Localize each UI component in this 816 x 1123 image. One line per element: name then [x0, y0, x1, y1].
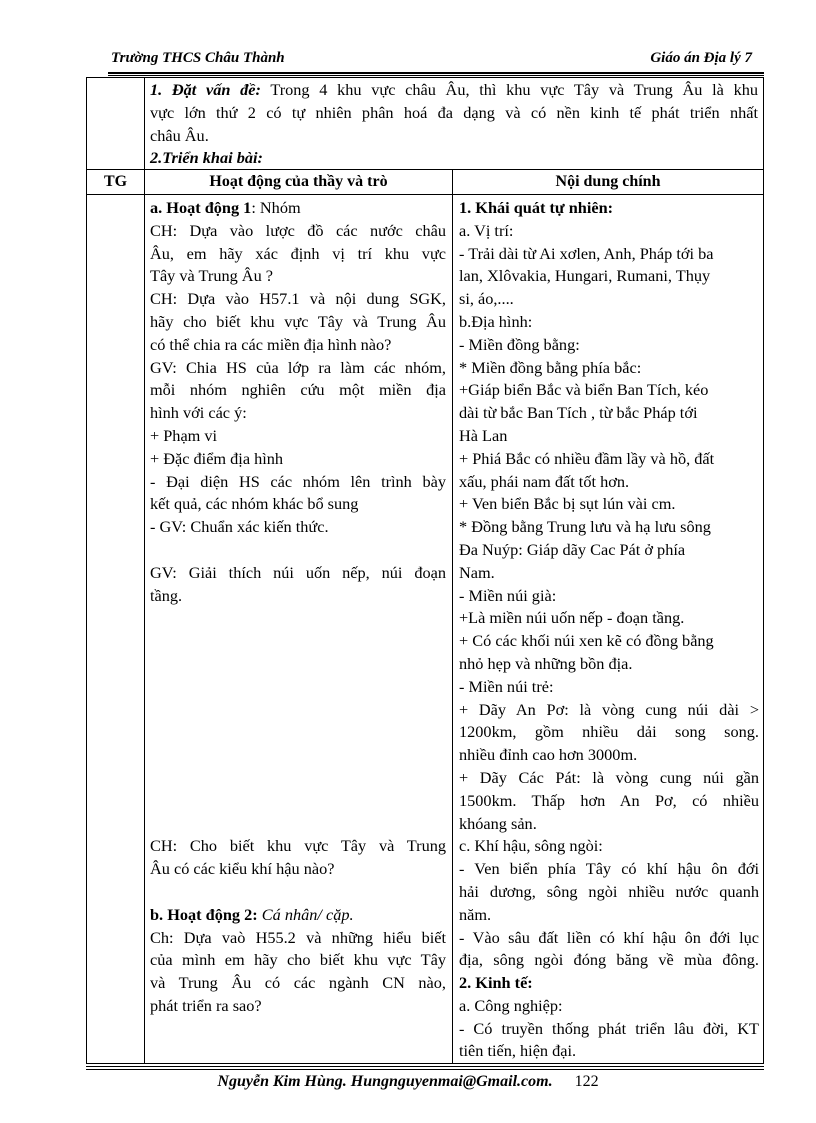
activity-line — [150, 562, 446, 585]
activity-line — [150, 448, 446, 471]
line-text: nhiều đỉnh cao hơn 3000m. — [459, 745, 638, 765]
line-text: - GV: Chuẩn xác kiến thức. — [150, 517, 329, 537]
blank-line — [150, 676, 446, 699]
content-line — [459, 334, 759, 357]
content-line — [459, 949, 759, 972]
line-text: châu Âu. — [150, 125, 209, 145]
content-line — [459, 585, 759, 608]
content-line — [459, 767, 759, 790]
content-line — [459, 1018, 759, 1041]
line-text: CH: Dựa vào H57.1 và nội dung SGK, — [150, 289, 446, 309]
line-text: c. Khí hậu, sông ngòi: — [459, 836, 603, 856]
content-line — [459, 676, 759, 699]
activity-line — [150, 265, 446, 288]
subject-title: Giáo án Địa lý 7 — [650, 50, 752, 66]
bold-label: 1. Khái quát tự nhiên: — [459, 198, 614, 217]
line-text: CH: Dựa vào lược đồ các nước châu — [150, 220, 446, 240]
activity-line — [150, 949, 446, 972]
author-contact: Nguyễn Kim Hùng. Hungnguyenmai@Gmail.com. — [217, 1073, 553, 1090]
header-rule-thin — [108, 75, 764, 76]
content-line — [459, 904, 759, 927]
line-text: - Có truyền thống phát triển lâu đời, KT — [459, 1018, 759, 1038]
bold-label: 2. Kinh tế: — [459, 973, 533, 993]
activity-line — [150, 379, 446, 402]
table-header-bottom-rule — [86, 194, 764, 195]
content-line — [459, 721, 759, 744]
line-text: + Đặc điểm địa hình — [150, 448, 284, 468]
line-text: - Miền đồng bằng: — [459, 334, 580, 354]
activity-line — [150, 585, 446, 608]
activity-line — [150, 972, 446, 995]
activity-line — [150, 311, 446, 334]
line-text: : Nhóm — [251, 198, 301, 217]
content-line — [459, 220, 759, 243]
line-text: Nam. — [459, 562, 495, 582]
activity-line — [150, 835, 446, 858]
line-text: tiên tiến, hiện đại. — [459, 1041, 577, 1061]
activity-line — [150, 402, 446, 425]
line-text: có thể chia ra các miền địa hình nào? — [150, 334, 392, 354]
content-line — [459, 562, 759, 585]
column-header-tg: TG — [103, 173, 128, 190]
activity-line — [150, 425, 446, 448]
line-text: - Đại diện HS các nhóm lên trình bày — [150, 471, 446, 491]
line-text: * Đồng bằng Trung lưu và hạ lưu sông — [459, 517, 711, 537]
content-line — [459, 790, 759, 813]
line-text: Âu, em hãy xác định vị trí khu vực — [150, 243, 446, 263]
line-text: +Là miền núi uốn nếp - đoạn tầng. — [459, 608, 685, 628]
bold-label: a. Hoạt động 1 — [150, 198, 252, 217]
blank-line — [150, 539, 446, 562]
activity-line — [150, 220, 446, 243]
content-line — [459, 881, 759, 904]
line-text: - Miền núi trẻ: — [459, 676, 554, 696]
blank-line — [150, 813, 446, 836]
line-text: kết quả, các nhóm khác bổ sung — [150, 494, 359, 514]
line-text: và Trung Âu có các ngành CN nào, — [150, 973, 446, 993]
page-header — [108, 49, 760, 71]
line-text: CH: Cho biết khu vực Tây và Trung — [150, 836, 446, 856]
blank-line — [150, 607, 446, 630]
content-line — [459, 995, 759, 1018]
line-text: a. Công nghiệp: — [459, 995, 563, 1015]
line-text: Ch: Dựa vaò H55.2 và những hiểu biết — [150, 927, 446, 947]
content-line — [459, 493, 759, 516]
line-text: + Phạm vi — [150, 425, 218, 445]
line-text: Hà Lan — [459, 425, 508, 445]
line-text: dài từ bắc Ban Tích , từ bắc Pháp tới — [459, 403, 698, 423]
bold-label: b. Hoạt động 2: — [150, 904, 258, 924]
line-text: + Có các khối núi xen kẽ có đồng bằng — [459, 631, 714, 651]
activity-line — [150, 357, 446, 380]
content-line — [459, 448, 759, 471]
column-header-content: Nội dung chính — [555, 173, 661, 190]
line-text: 1500km. Thấp hơn An Pơ, có nhiều — [459, 790, 759, 810]
line-text: năm. — [459, 904, 492, 924]
main-content — [459, 197, 759, 1063]
section-label: 2.Triển khai bài: — [150, 148, 263, 168]
line-text: + Phiá Bắc có nhiều đầm lầy và hồ, đất — [459, 448, 715, 468]
line-text: - Vào sâu đất liền có khí hậu ôn đới lục — [459, 927, 759, 947]
footer-rule-thin — [86, 1069, 764, 1070]
page-number: 122 — [574, 1073, 599, 1090]
content-line — [459, 471, 759, 494]
line-text: GV: Giải thích núi uốn nếp, núi đoạn — [150, 562, 446, 582]
line-text: - Trải dài từ Ai xơlen, Anh, Pháp tới ba — [459, 243, 714, 263]
table-col-divider-tg — [144, 77, 145, 1064]
line-text: + Ven biển Bắc bị sụt lún vài cm. — [459, 494, 676, 514]
footer-rule — [86, 1066, 764, 1067]
line-text: xấu, phái nam đất tốt hơn. — [459, 471, 630, 491]
lesson-intro — [150, 79, 758, 170]
activity-line — [150, 471, 446, 494]
activity-line — [150, 904, 446, 927]
content-line — [459, 516, 759, 539]
line-text: khóang sản. — [459, 813, 537, 833]
activity-line — [150, 927, 446, 950]
content-line — [459, 197, 759, 220]
content-line — [459, 927, 759, 950]
line-text: Âu có các kiểu khí hậu nào? — [150, 859, 335, 879]
content-line — [459, 539, 759, 562]
line-text: Trong 4 khu vực châu Âu, thì khu vực Tây và Trung Âu là khu — [260, 80, 758, 99]
content-line — [459, 311, 759, 334]
line-text: * Miền đồng bằng phía bắc: — [459, 357, 642, 377]
activity-line — [150, 516, 446, 539]
line-text: lan, Xlôvakia, Hungari, Rumani, Thụy — [459, 266, 711, 286]
content-line — [459, 835, 759, 858]
header-rule — [108, 72, 764, 74]
line-text: vực lớn thứ 2 có tự nhiên phân hoá đa dạng và có nền kinh tế phát triển nhất — [150, 102, 758, 122]
line-text: địa, sông ngòi đóng băng về mùa đông. — [459, 950, 759, 970]
intro-line — [150, 79, 758, 102]
intro-line — [150, 147, 758, 170]
line-text: 1200km, gồm nhiều dải song song. — [459, 722, 759, 742]
content-line — [459, 1040, 759, 1063]
content-line — [459, 607, 759, 630]
activity-line — [150, 243, 446, 266]
blank-line — [150, 653, 446, 676]
line-text: mỗi nhóm nghiên cứu một miền địa — [150, 380, 446, 400]
content-line — [459, 699, 759, 722]
content-line — [459, 425, 759, 448]
content-line — [459, 357, 759, 380]
content-line — [459, 813, 759, 836]
activity-line — [150, 288, 446, 311]
section-label: 1. Đặt vấn đề: — [150, 80, 261, 99]
school-name: Trường THCS Châu Thành — [111, 50, 285, 66]
column-header-activities: Hoạt động của thầy và trò — [209, 173, 388, 190]
italic-text: Cá nhân/ cặp. — [257, 904, 354, 924]
table-col-divider-content — [452, 169, 453, 1064]
content-line — [459, 744, 759, 767]
line-text: Tây và Trung Âu ? — [150, 266, 274, 286]
line-text: của mình em hãy cho biết khu vực Tây — [150, 950, 446, 970]
blank-line — [150, 767, 446, 790]
content-line — [459, 653, 759, 676]
blank-line — [150, 790, 446, 813]
line-text: - Miền núi già: — [459, 585, 557, 605]
intro-line — [150, 102, 758, 125]
blank-line — [150, 721, 446, 744]
line-text: hình với các ý: — [150, 403, 247, 423]
line-text: b.Địa hình: — [459, 311, 533, 331]
line-text: nhỏ hẹp và những bồn địa. — [459, 653, 633, 673]
content-line — [459, 972, 759, 995]
line-text: - Ven biển phía Tây có khí hậu ôn đới — [459, 859, 759, 879]
intro-line — [150, 125, 758, 148]
activity-line — [150, 197, 446, 220]
activity-line — [150, 995, 446, 1018]
content-line — [459, 243, 759, 266]
activity-line — [150, 334, 446, 357]
content-line — [459, 379, 759, 402]
line-text: tầng. — [150, 585, 183, 605]
blank-line — [150, 699, 446, 722]
line-text: a. Vị trí: — [459, 220, 514, 240]
line-text: +Giáp biển Bắc và biển Ban Tích, kéo — [459, 380, 709, 400]
activity-line — [150, 493, 446, 516]
line-text: GV: Chia HS của lớp ra làm các nhóm, — [150, 357, 446, 377]
line-text: hãy cho biết khu vực Tây và Trung Âu — [150, 311, 446, 331]
activity-line — [150, 858, 446, 881]
content-line — [459, 265, 759, 288]
line-text: + Dãy Các Pát: là vòng cung núi gần — [459, 767, 759, 787]
blank-line — [150, 630, 446, 653]
line-text: hải dương, sông ngòi nhiều nước quanh — [459, 881, 759, 901]
teacher-student-activities — [150, 197, 446, 1018]
content-line — [459, 288, 759, 311]
page-footer — [0, 1073, 816, 1091]
content-line — [459, 858, 759, 881]
line-text: Đa Nuýp: Giáp dãy Cac Pát ở phía — [459, 539, 686, 559]
line-text: + Dãy An Pơ: là vòng cung núi dài > — [459, 699, 759, 719]
line-text: si, áo,.... — [459, 289, 514, 309]
blank-line — [150, 744, 446, 767]
content-line — [459, 402, 759, 425]
content-line — [459, 630, 759, 653]
line-text: phát triển ra sao? — [150, 995, 262, 1015]
blank-line — [150, 881, 446, 904]
